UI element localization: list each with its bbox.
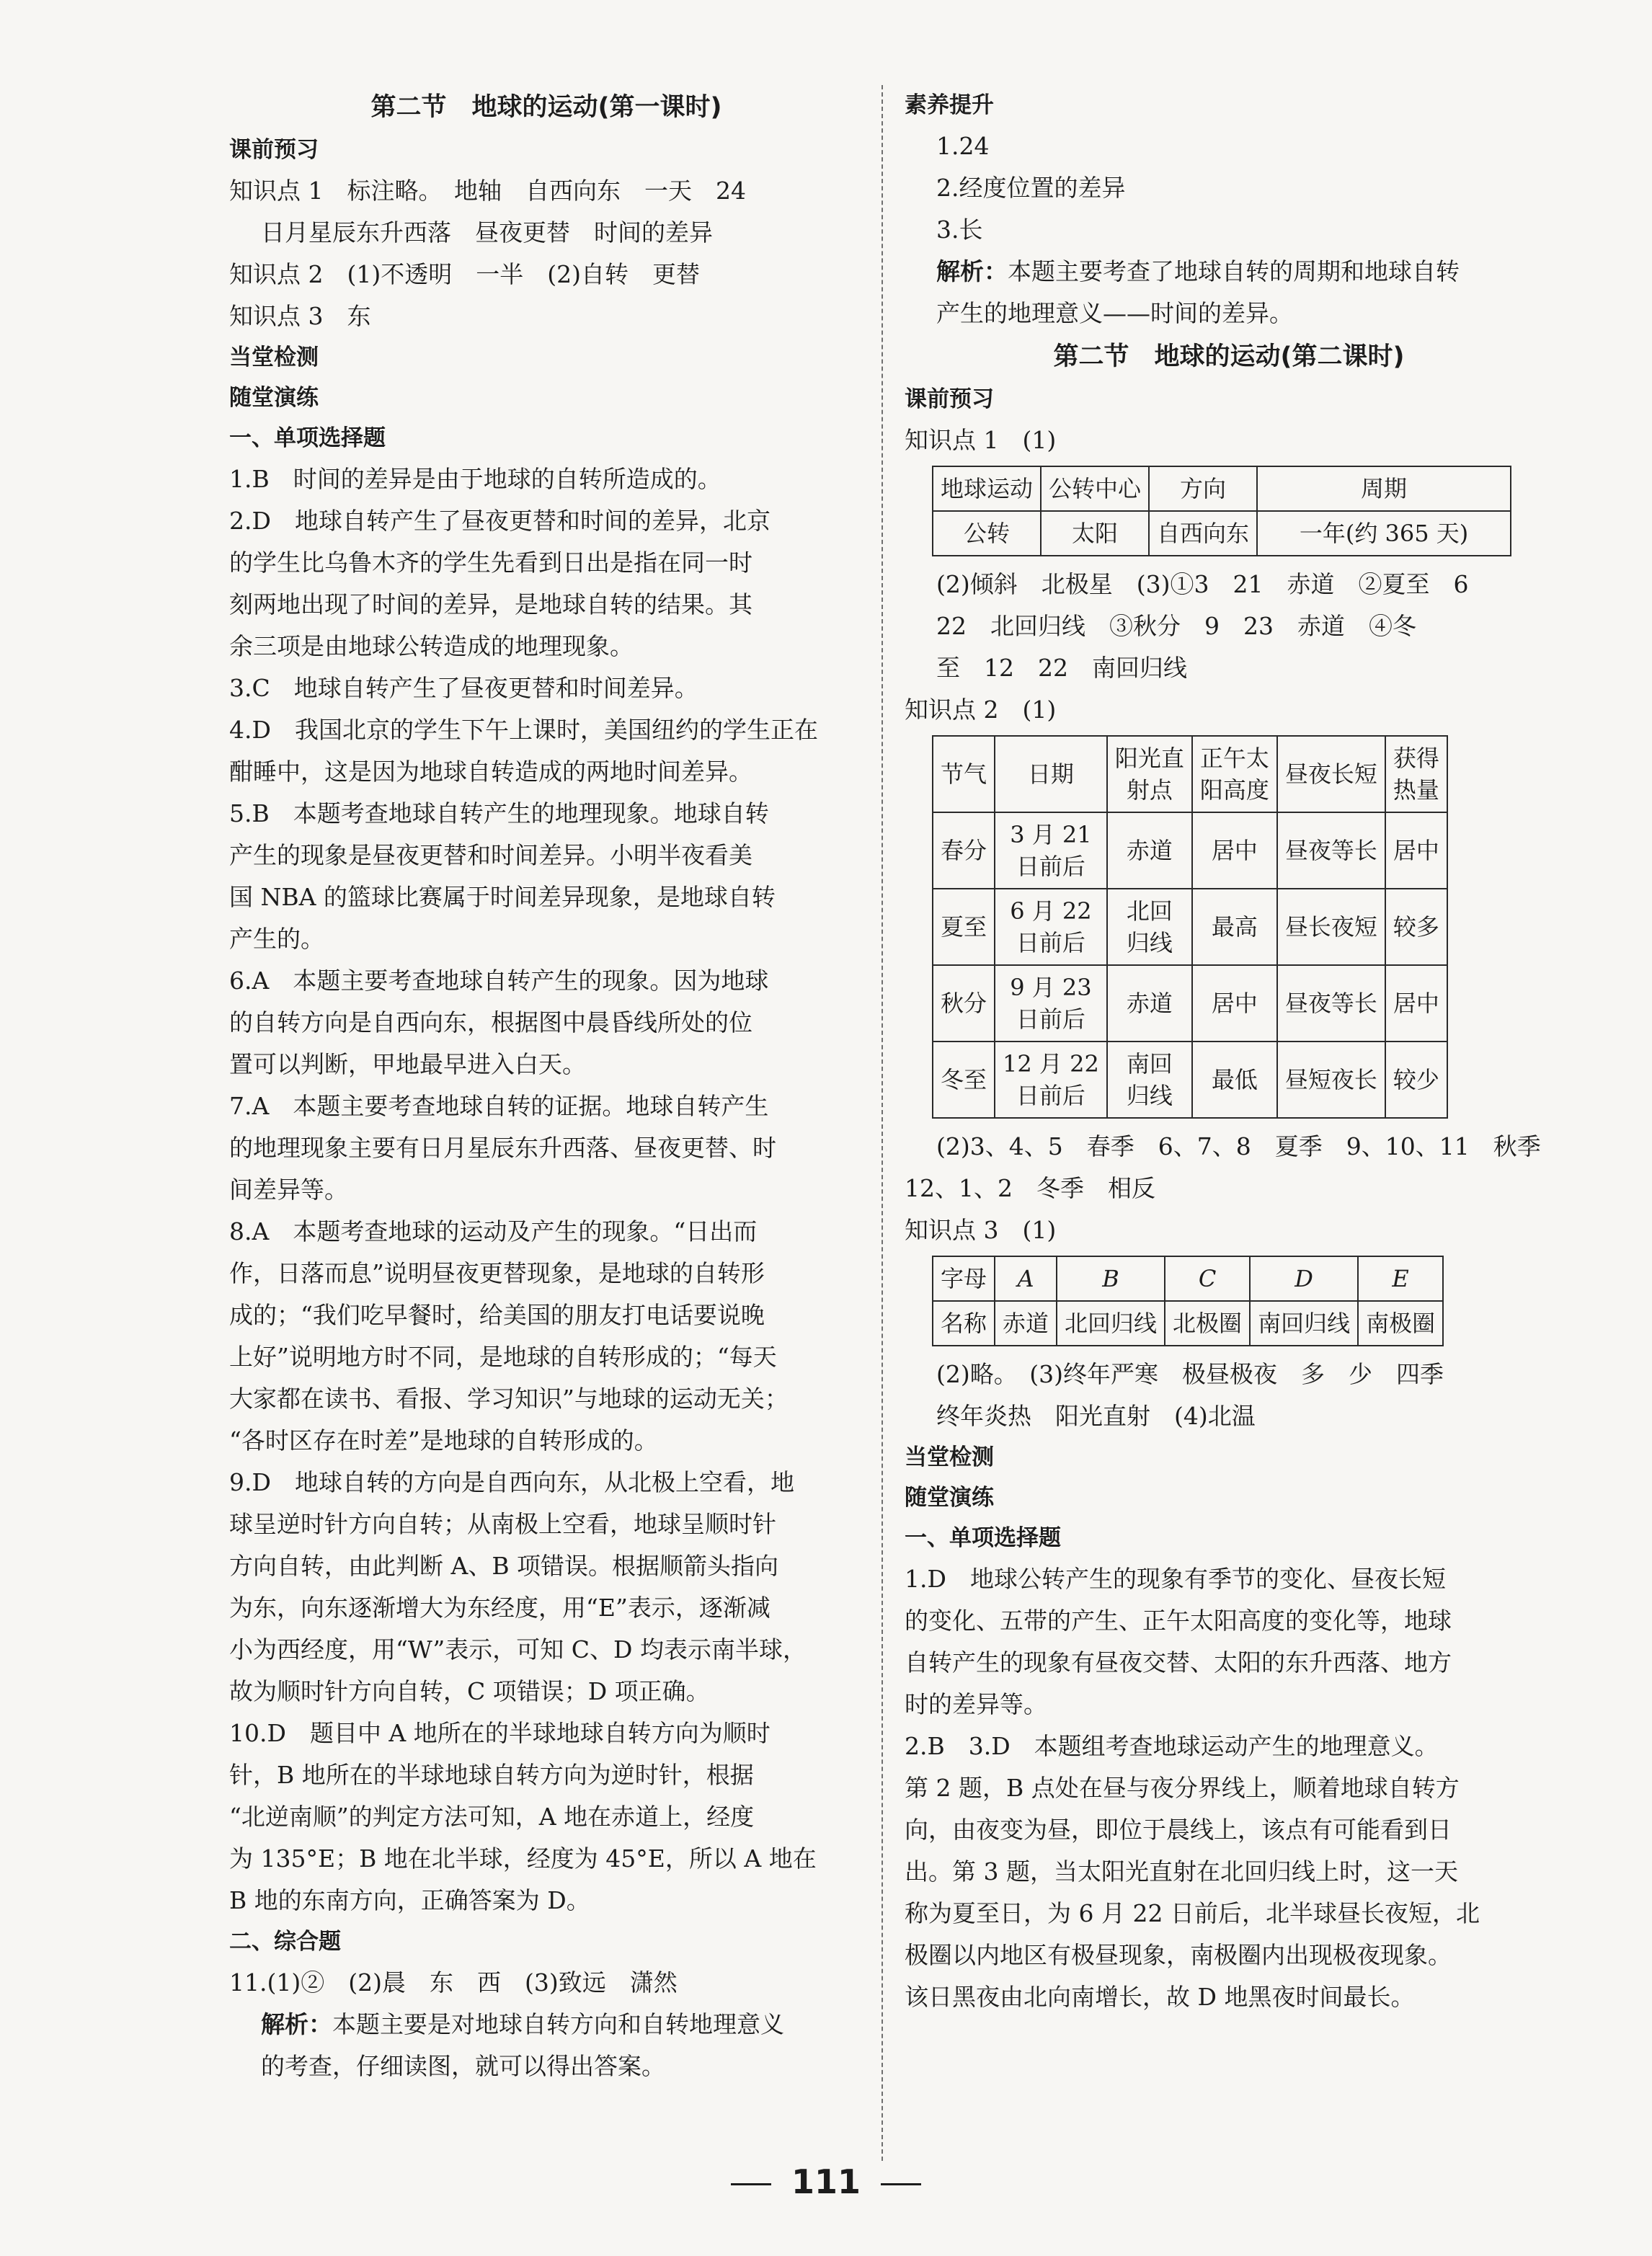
- knowledge-2: 知识点 2 (1): [905, 696, 1057, 724]
- table-cell: 昼夜等长: [1277, 965, 1385, 1042]
- answer-line: 方向自转，由此判断 A、B 项错误。根据顺箭头指向: [229, 1552, 779, 1580]
- table-cell: 最低: [1192, 1042, 1277, 1118]
- answer-line: 球呈逆时针方向自转；从南极上空看，地球呈顺时针: [229, 1510, 776, 1538]
- table-header-cell: 地球运动: [933, 466, 1041, 511]
- table-cell: 南回归线: [1250, 1301, 1358, 1346]
- table-cell: 夏至: [933, 889, 995, 965]
- table-cell: 太阳: [1041, 511, 1149, 556]
- revolution-table: [932, 466, 1511, 556]
- practice-heading: 随堂演练: [905, 1485, 994, 1511]
- table-header-cell: 公转中心: [1041, 466, 1149, 511]
- pre-study-heading: 课前预习: [905, 386, 994, 412]
- answer-line: 刻两地出现了时间的差异，是地球自转的结果。其: [229, 590, 752, 618]
- table-cell: 自西向东: [1149, 511, 1257, 556]
- knowledge-3: 知识点 3 (1): [905, 1216, 1057, 1244]
- table-row: [933, 511, 1511, 556]
- answer-line: 称为夏至日，为 6 月 22 日前后，北半球昼长夜短，北: [905, 1899, 1480, 1927]
- answer-line: 自转产生的现象有昼夜交替、太阳的东升西落、地方: [905, 1648, 1452, 1677]
- table-cell: 北回归线: [1057, 1301, 1165, 1346]
- table-cell: E: [1358, 1256, 1443, 1301]
- table-cell: 南回 归线: [1107, 1042, 1192, 1118]
- comprehensive-heading: 二、综合题: [229, 1929, 341, 1955]
- table-cell: A: [995, 1256, 1057, 1301]
- answer-line: 出。第 3 题，当太阳光直射在北回归线上时，这一天: [905, 1857, 1458, 1886]
- knowledge-3-line: 终年炎热 阳光直射 (4)北温: [936, 1402, 1256, 1430]
- answer-line: 4.D 我国北京的学生下午上课时，美国纽约的学生正在: [229, 716, 818, 744]
- table-header-cell: 周期: [1257, 466, 1511, 511]
- table-header-cell: 正午太 阳高度: [1192, 736, 1277, 812]
- table-row: [933, 736, 1447, 812]
- knowledge-3: 知识点 3 东: [229, 302, 371, 330]
- answer-line: 的地理现象主要有日月星辰东升西落、昼夜更替、时: [229, 1134, 776, 1162]
- single-choice-heading: 一、单项选择题: [229, 425, 386, 451]
- answer-line: 9.D 地球自转的方向是自西向东，从北极上空看，地: [229, 1468, 794, 1496]
- table-cell: 6 月 22 日前后: [995, 889, 1107, 965]
- table-cell: 居中: [1192, 812, 1277, 889]
- latitude-lines-table: [932, 1256, 1444, 1346]
- answer-line: 1.24: [936, 132, 990, 160]
- knowledge-2-line: 12、1、2 冬季 相反: [905, 1174, 1155, 1202]
- answer-line: 产生的现象是昼夜更替和时间差异。小明半夜看美: [229, 841, 752, 869]
- table-cell: 南极圈: [1358, 1301, 1443, 1346]
- answer-line: 6.A 本题主要考查地球自转产生的现象。因为地球: [229, 967, 769, 995]
- answer-line: 极圈以内地区有极昼现象，南极圈内出现极夜现象。: [905, 1941, 1452, 1969]
- table-header-cell: 节气: [933, 736, 995, 812]
- knowledge-1-line-1: 知识点 1 标注略。 地轴 自西向东 一天 24: [229, 177, 746, 205]
- explanation-line: 的考查，仔细读图，就可以得出答案。: [261, 2052, 665, 2080]
- answer-line: 酣睡中，这是因为地球自转造成的两地时间差异。: [229, 758, 752, 786]
- column-divider: [881, 85, 883, 2161]
- table-cell: 12 月 22 日前后: [995, 1042, 1107, 1118]
- answer-line: 7.A 本题主要考查地球自转的证据。地球自转产生: [229, 1092, 769, 1120]
- table-row: [933, 466, 1511, 511]
- table-cell: 昼夜等长: [1277, 812, 1385, 889]
- table-cell: 公转: [933, 511, 1041, 556]
- knowledge-1-line: 至 12 22 南回归线: [936, 654, 1187, 682]
- section-title-1: 第二节 地球的运动(第一课时): [370, 93, 722, 122]
- answer-line: 8.A 本题考查地球的运动及产生的现象。“日出而: [229, 1217, 758, 1245]
- answer-line: 2.经度位置的差异: [936, 174, 1126, 202]
- single-choice-heading: 一、单项选择题: [905, 1525, 1061, 1551]
- answer-line: 的自转方向是自西向东，根据图中晨昏线所处的位: [229, 1008, 752, 1036]
- table-cell: 赤道: [1107, 812, 1192, 889]
- answer-line: 3.C 地球自转产生了昼夜更替和时间差异。: [229, 674, 698, 702]
- answer-line: 间差异等。: [229, 1176, 348, 1204]
- section-title-2: 第二节 地球的运动(第二课时): [1053, 342, 1405, 371]
- answer-line: 10.D 题目中 A 地所在的半球地球自转方向为顺时: [229, 1719, 771, 1747]
- table-cell: 秋分: [933, 965, 995, 1042]
- answer-line: 3.长: [936, 216, 983, 244]
- practice-heading: 随堂演练: [229, 385, 319, 411]
- knowledge-3-line: (2)略。 (3)终年严寒 极昼极夜 多 少 四季: [936, 1360, 1444, 1388]
- answer-line: 2.D 地球自转产生了昼夜更替和时间的差异，北京: [229, 507, 771, 535]
- knowledge-1-line-2: 日月星辰东升西落 昼夜更替 时间的差异: [261, 218, 713, 247]
- answer-line: 大家都在读书、看报、学习知识”与地球的运动无关；: [229, 1385, 789, 1413]
- table-cell: B: [1057, 1256, 1165, 1301]
- table-row: [933, 1301, 1443, 1346]
- literacy-heading: 素养提升: [905, 92, 994, 118]
- table-header-cell: 方向: [1149, 466, 1257, 511]
- answer-line: “各时区存在时差”是地球的自转形成的。: [229, 1426, 658, 1455]
- knowledge-1-line: 22 北回归线 ③秋分 9 23 赤道 ④冬: [936, 612, 1416, 640]
- class-check-heading: 当堂检测: [905, 1444, 994, 1470]
- answer-line: 1.D 地球公转产生的现象有季节的变化、昼夜长短: [905, 1565, 1446, 1593]
- table-cell: 居中: [1385, 812, 1447, 889]
- table-cell: 最高: [1192, 889, 1277, 965]
- answer-line: 第 2 题，B 点处在昼与夜分界线上，顺着地球自转方: [905, 1774, 1460, 1802]
- answer-line: 向，由夜变为昼，即位于晨线上，该点有可能看到日: [905, 1816, 1452, 1844]
- answer-line: 为 135°E；B 地在北半球，经度为 45°E，所以 A 地在: [229, 1844, 817, 1873]
- dash-decoration: [881, 2183, 921, 2185]
- table-cell: 北极圈: [1165, 1301, 1250, 1346]
- table-header-cell: 字母: [933, 1256, 995, 1301]
- table-row: [933, 965, 1447, 1042]
- table-cell: 赤道: [1107, 965, 1192, 1042]
- answer-line: 余三项是由地球公转造成的地理现象。: [229, 632, 634, 660]
- answer-line: 针，B 地所在的半球地球自转方向为逆时针，根据: [229, 1761, 754, 1789]
- table-header-cell: 获得 热量: [1385, 736, 1447, 812]
- answer-line: 2.B 3.D 本题组考查地球运动产生的地理意义。: [905, 1732, 1439, 1760]
- table-cell: 3 月 21 日前后: [995, 812, 1107, 889]
- answer-line: 故为顺时针方向自转，C 项错误；D 项正确。: [229, 1677, 710, 1705]
- solar-terms-table: [932, 735, 1448, 1119]
- explanation-label: 解析：: [261, 2010, 332, 2038]
- explanation-line: 解析：本题主要考查了地球自转的周期和地球自转: [936, 257, 1460, 285]
- answer-line: 为东，向东逐渐增大为东经度，用“E”表示，逐渐减: [229, 1594, 771, 1622]
- explanation-label: 解析：: [936, 257, 1008, 285]
- table-row: [933, 1256, 1443, 1301]
- table-cell: 昼长夜短: [1277, 889, 1385, 965]
- table-cell: 赤道: [995, 1301, 1057, 1346]
- answer-line: 时的差异等。: [905, 1690, 1047, 1718]
- answer-line: 上好”说明地方时不同，是地球的自转形成的；“每天: [229, 1343, 777, 1371]
- table-cell: 春分: [933, 812, 995, 889]
- pre-study-heading: 课前预习: [229, 137, 319, 163]
- knowledge-1: 知识点 1 (1): [905, 426, 1057, 454]
- answer-line: 5.B 本题考查地球自转产生的地理现象。地球自转: [229, 799, 769, 827]
- answer-line: 产生的。: [229, 925, 324, 953]
- table-cell: 9 月 23 日前后: [995, 965, 1107, 1042]
- dash-decoration: [731, 2183, 771, 2185]
- left-column: [229, 85, 863, 2087]
- class-check-heading: 当堂检测: [229, 345, 319, 370]
- answer-line: 该日黑夜由北向南增长，故 D 地黑夜时间最长。: [905, 1983, 1415, 2011]
- answer-line: “北逆南顺”的判定方法可知，A 地在赤道上，经度: [229, 1803, 755, 1831]
- table-cell: 居中: [1192, 965, 1277, 1042]
- answer-line: 11.(1)② (2)晨 东 西 (3)致远 潇然: [229, 1968, 678, 1997]
- answer-line: 国 NBA 的篮球比赛属于时间差异现象，是地球自转: [229, 883, 776, 911]
- answer-line: 小为西经度，用“W”表示，可知 C、D 均表示南半球，: [229, 1635, 807, 1664]
- explanation-line: 解析：本题主要是对地球自转方向和自转地理意义: [261, 2010, 784, 2038]
- table-header-cell: 名称: [933, 1301, 995, 1346]
- answer-line: 的变化、五带的产生、正午太阳高度的变化等，地球: [905, 1607, 1452, 1635]
- table-cell: 一年(约 365 天): [1257, 511, 1511, 556]
- table-row: [933, 889, 1447, 965]
- knowledge-2: 知识点 2 (1)不透明 一半 (2)自转 更替: [229, 260, 700, 288]
- table-cell: 较少: [1385, 1042, 1447, 1118]
- page-number: 111: [0, 2162, 1652, 2201]
- right-column: [905, 85, 1553, 2018]
- answer-line: 的学生比乌鲁木齐的学生先看到日出是指在同一时: [229, 549, 752, 577]
- answer-line: 成的；“我们吃早餐时，给美国的朋友打电话要说晚: [229, 1301, 765, 1329]
- answer-line: 作，日落而息”说明昼夜更替现象，是地球的自转形: [229, 1259, 765, 1287]
- table-header-cell: 昼夜长短: [1277, 736, 1385, 812]
- answer-line: 置可以判断，甲地最早进入白天。: [229, 1050, 586, 1078]
- table-header-cell: 阳光直 射点: [1107, 736, 1192, 812]
- table-row: [933, 1042, 1447, 1118]
- table-cell: C: [1165, 1256, 1250, 1301]
- answer-line: B 地的东南方向，正确答案为 D。: [229, 1886, 590, 1914]
- table-cell: 昼短夜长: [1277, 1042, 1385, 1118]
- table-header-cell: 日期: [995, 736, 1107, 812]
- table-cell: 居中: [1385, 965, 1447, 1042]
- knowledge-1-line: (2)倾斜 北极星 (3)①3 21 赤道 ②夏至 6: [936, 570, 1469, 598]
- table-cell: 较多: [1385, 889, 1447, 965]
- table-cell: 冬至: [933, 1042, 995, 1118]
- explanation-line: 产生的地理意义——时间的差异。: [936, 299, 1293, 327]
- table-cell: D: [1250, 1256, 1358, 1301]
- knowledge-2-line: (2)3、4、5 春季 6、7、8 夏季 9、10、11 秋季: [936, 1132, 1541, 1160]
- table-cell: 北回 归线: [1107, 889, 1192, 965]
- answer-line: 1.B 时间的差异是由于地球的自转所造成的。: [229, 465, 721, 493]
- table-row: [933, 812, 1447, 889]
